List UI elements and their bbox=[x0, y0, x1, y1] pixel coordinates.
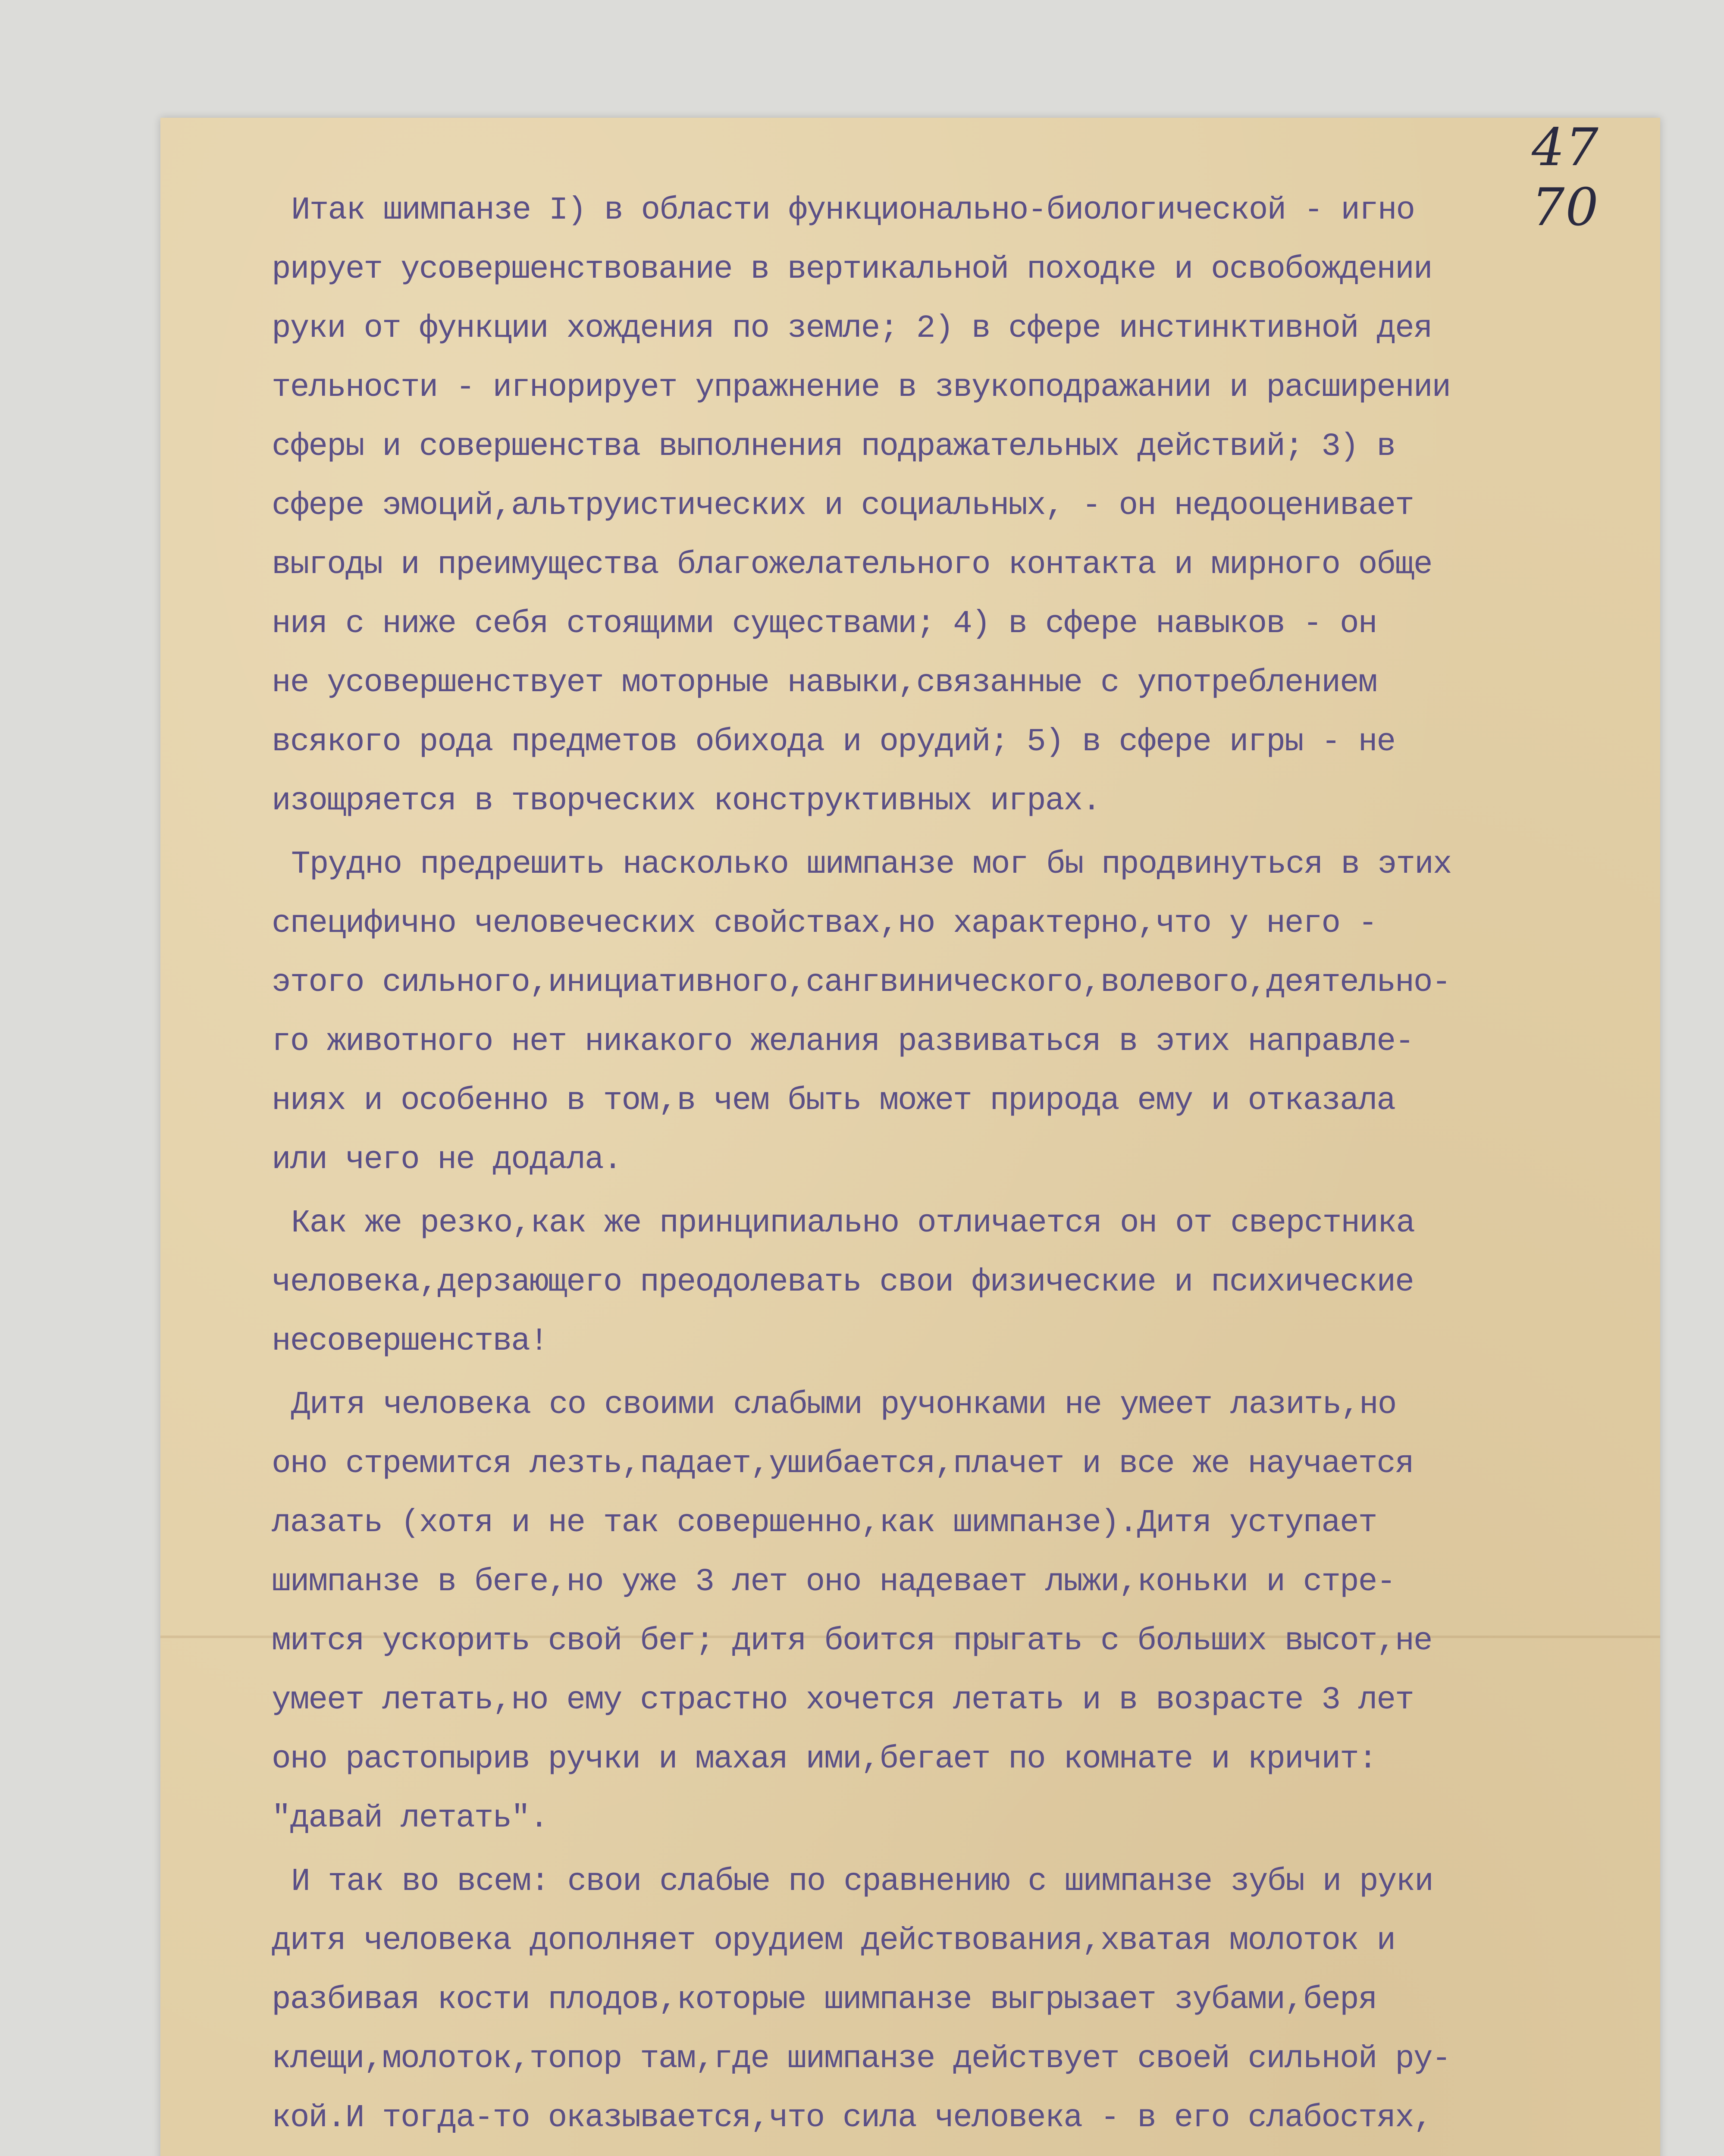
text-line: человека,дерзающего преодолевать свои физические и психические bbox=[272, 1264, 1414, 1300]
text-line: изощряется в творческих конструктивных играх. bbox=[272, 783, 1100, 819]
text-line: шимпанзе в беге,но уже 3 лет оно надевает лыжи,коньки и стре- bbox=[272, 1564, 1395, 1600]
text-line: выгоды и преимущества благожелательного контакта и мирного обще bbox=[272, 547, 1432, 583]
text-line: или чего не додала. bbox=[272, 1142, 622, 1178]
paragraph bbox=[272, 1852, 1664, 2156]
text-line: специфично человеческих свойствах,но характерно,что у него - bbox=[272, 906, 1377, 942]
text-line bbox=[272, 2148, 1664, 2156]
paragraph bbox=[272, 181, 1664, 831]
text-line: руки от функции хождения по земле; 2) в сфере инстинктивной дея bbox=[272, 310, 1432, 347]
text-line: го животного нет никакого желания развиваться в этих направле- bbox=[272, 1024, 1414, 1060]
text-line: сферы и совершенства выполнения подражательных действий; 3) в bbox=[272, 429, 1395, 465]
text-line: умеет летать,но ему страстно хочется летать и в возрасте 3 лет bbox=[272, 1682, 1414, 1718]
text-line: Итак шимпанзе I) в области функционально-биологической - игно bbox=[291, 192, 1415, 229]
text-line: "давай летать". bbox=[272, 1800, 548, 1836]
text-line: всякого рода предметов обихода и орудий; 5) в сфере игры - не bbox=[272, 724, 1395, 760]
text-line: Дитя человека со своими слабыми ручонками не умеет лазить,но bbox=[291, 1387, 1396, 1423]
text-line: сфере эмоций,альтруистических и социальных, - он недооценивает bbox=[272, 488, 1414, 524]
paragraph bbox=[272, 835, 1664, 1190]
text-line: разбивая кости плодов,которые шимпанзе выгрызает зубами,беря bbox=[272, 1982, 1377, 2018]
text-line: несовершенства! bbox=[272, 1323, 548, 1360]
text-line: Как же резко,как же принципиально отличается он от сверстника bbox=[291, 1205, 1415, 1241]
text-line: клещи,молоток,топор там,где шимпанзе действует своей сильной ру- bbox=[272, 2041, 1451, 2077]
paragraph bbox=[272, 1376, 1664, 1848]
text-line: ния с ниже себя стоящими существами; 4) в сфере навыков - он bbox=[272, 606, 1377, 642]
paragraph bbox=[272, 1194, 1664, 1371]
text-line: оно растопырив ручки и махая ими,бегает по комнате и кричит: bbox=[272, 1741, 1377, 1777]
text-line: лазать (хотя и не так совершенно,как шимпанзе).Дитя уступает bbox=[272, 1505, 1377, 1541]
page-number: 47 70 bbox=[1532, 118, 1599, 238]
text-line: Трудно предрешить насколько шимпанзе мог бы продвинуться в этих bbox=[291, 846, 1451, 883]
text-line: оно стремится лезть,падает,ушибается,плачет и все же научается bbox=[272, 1446, 1414, 1482]
text-line: этого сильного,инициативного,сангвинического,волевого,деятельно- bbox=[272, 965, 1451, 1001]
text-line: мится ускорить свой бег; дитя боится прыгать с больших высот,не bbox=[272, 1623, 1432, 1659]
text-line: не усовершенствует моторные навыки,связанные с употреблением bbox=[272, 665, 1377, 701]
text-line: кой.И тогда-то оказывается,что сила человека - в его слабостях, bbox=[272, 2100, 1432, 2136]
text-line: дитя человека дополняет орудием действования,хватая молоток и bbox=[272, 1923, 1395, 1959]
text-line: И так во всем: свои слабые по сравнению с шимпанзе зубы и руки bbox=[291, 1864, 1433, 1900]
text-line: тельности - игнорирует упражнение в звукоподражании и расширении bbox=[272, 370, 1451, 406]
text-line: рирует усовершенствование в вертикальной походке и освобождении bbox=[272, 251, 1432, 288]
text-line: ниях и особенно в том,в чем быть может природа ему и отказала bbox=[272, 1083, 1395, 1119]
typewritten-text bbox=[272, 181, 1664, 2156]
